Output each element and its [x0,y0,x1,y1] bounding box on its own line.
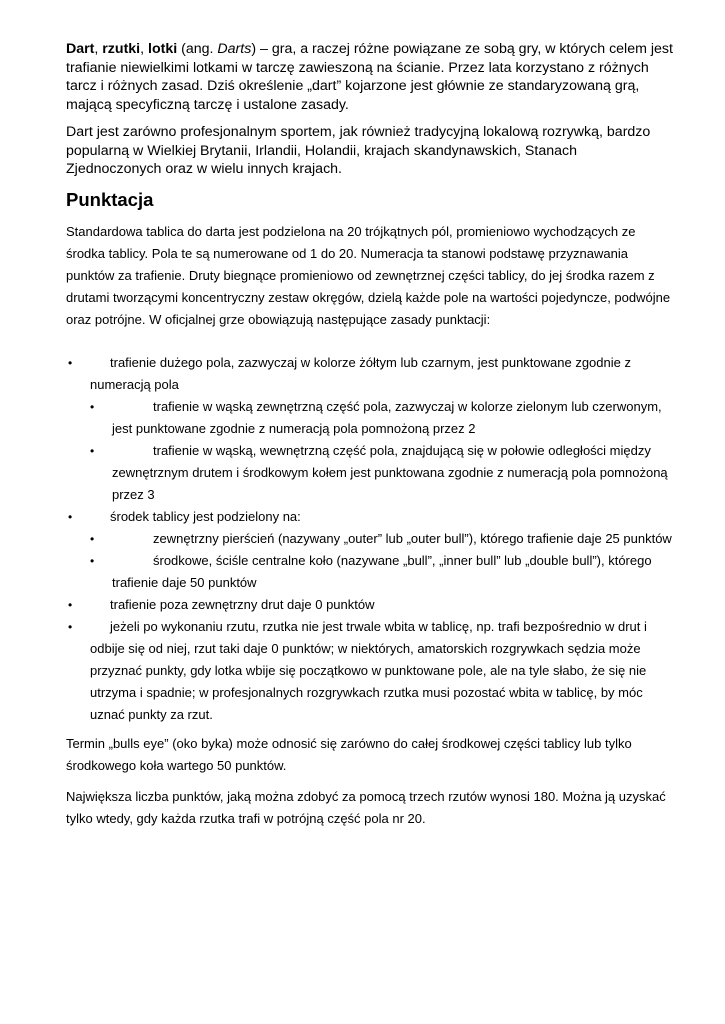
separator: , [94,41,103,57]
bullet-icon: • [90,399,95,414]
list-item [66,528,673,550]
bullet-icon: • [90,443,95,458]
bullet-icon: • [68,355,73,370]
list-item [66,594,673,616]
list-item-text: trafienie poza zewnętrzny drut daje 0 punktów [110,596,375,612]
list-item-text: trafienie dużego pola, zazwyczaj w kolorze żółtym lub czarnym, jest punktowane zgodnie z numeracją pola [90,354,631,392]
english-prefix: (ang. [177,41,218,57]
scoring-list [66,352,673,726]
list-item [66,352,673,396]
intro-paragraph [66,40,673,114]
list-item [66,396,673,440]
list-item-text: zewnętrzny pierścień (nazywany „outer” lub „outer bull”), którego trafienie daje 25 punktów [153,530,672,546]
list-item [66,440,673,506]
list-item [66,506,673,528]
section-heading: Punktacja [66,188,154,210]
list-item-text: jeżeli po wykonaniu rzutu, rzutka nie jest trwale wbita w tablicę, np. trafi bezpośrednio w drut i odbije się od niej, rzut taki daje 0 punktów; w niektórych, amatorskich rozgrywkach sędzia może przyznać punkty, gdy lotka wbije się początkowo w punktowane pole, ale na tyle słabo, że się nie utrzyma i spadnie; w profesjonalnych rozgrywkach rzutka musi pozostać wbita w tablicę, by móc uznać punkty za rzut. [90,618,647,722]
term-dart: Dart [66,41,95,57]
separator: , [140,41,149,57]
bullet-icon: • [68,619,73,634]
bullet-icon: • [68,509,73,524]
list-item-text: trafienie w wąską zewnętrzną część pola, zazwyczaj w kolorze zielonym lub czerwonym, jest punktowane zgodnie z numeracją pola pomnożoną przez 2 [112,398,662,436]
scoring-paragraph: Standardowa tablica do darta jest podzielona na 20 trójkątnych pól, promieniowo wychodzących ze środka tablicy. Pola te są numerowane od 1 do 20. Numeracja ta stanowi podstawę przyznawania punktów za trafienie. Druty biegnące promieniowo od zewnętrznej części tablicy, do jej środka razem z drutami tworzącymi koncentryczny zestaw okręgów, dzielą każde pole na wartości pojedyncze, podwójne oraz potrójne. W oficjalnej grze obowiązują następujące zasady punktacji: [66,223,671,327]
bullet-icon: • [68,597,73,612]
list-item-text: środek tablicy jest podzielony na: [110,508,301,524]
list-item [66,616,673,726]
intro-paragraph-2: Dart jest zarówno profesjonalnym sportem, jak również tradycyjną lokalową rozrywką, bardzo popularną w Wielkiej Brytanii, Irlandii, Holandii, krajach skandynawskich, Stanach Zjednoczonych oraz w wielu innych krajach. [66,124,651,177]
term-lotki: lotki [148,41,178,57]
english-term: Darts [217,41,252,57]
bulls-eye-paragraph: Termin „bulls eye” (oko byka) może odnosić się zarówno do całej środkowej części tablicy lub tylko środkowego koła wartego 50 punktów. [66,735,632,773]
bullet-icon: • [90,553,95,568]
list-item [66,550,673,594]
intro-text: ) – gra, a raczej różne powiązane ze sobą gry, w których celem jest trafianie niewielkimi lotkami w tarczę zawieszoną na ścianie. Przez lata korzystano z różnych tarcz i różnych zasad. Dziś określenie „dart” kojarzone jest głównie ze standaryzowaną grą, mającą specyficzną tarczę i ustalone zasady. [66,41,673,113]
bullet-icon: • [90,531,95,546]
term-rzutki: rzutki [102,41,141,57]
list-item-text: trafienie w wąską, wewnętrzną część pola, znajdującą się w połowie odległości między zewnętrznym drutem i środkowym kołem jest punktowana zgodnie z numeracją pola pomnożoną przez 3 [112,442,668,502]
max-score-paragraph: Największa liczba punktów, jaką można zdobyć za pomocą trzech rzutów wynosi 180. Można ją uzyskać tylko wtedy, gdy każda rzutka trafi w potrójną część pola nr 20. [66,788,666,826]
list-item-text: środkowe, ściśle centralne koło (nazywane „bull”, „inner bull” lub „double bull”), którego trafienie daje 50 punktów [112,552,652,590]
